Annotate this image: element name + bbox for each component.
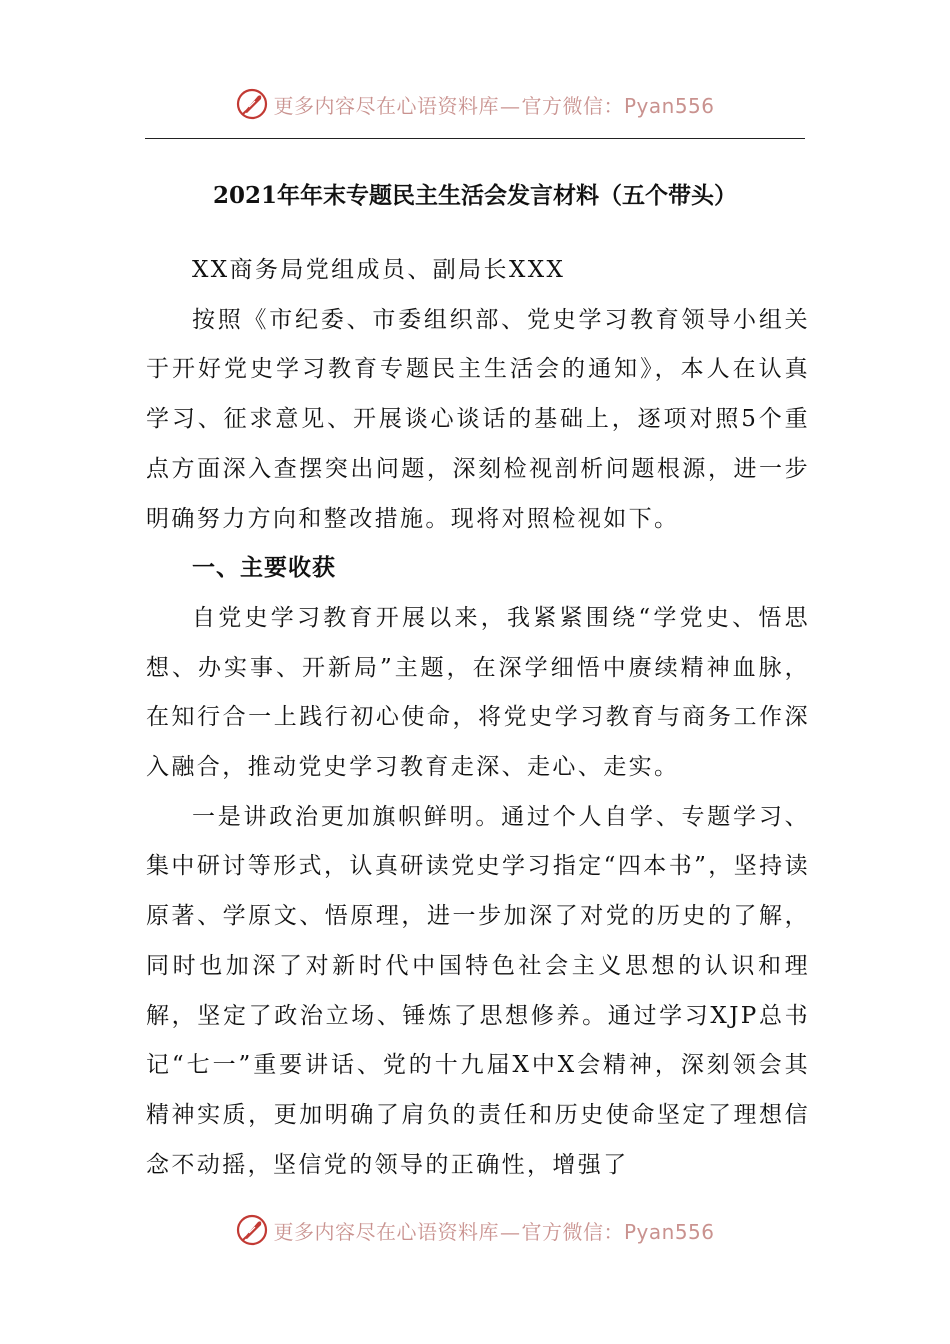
header-rule	[145, 138, 805, 139]
watermark-slogan: 更多内容尽在心语资料库	[273, 93, 499, 118]
watermark-contact: 官方微信：	[521, 93, 624, 118]
intro-paragraph: 按照《市纪委、市委组织部、党史学习教育领导小组关于开好党史学习教育专题民主生活会的通知》，本人在认真学习、征求意见、开展谈心谈话的基础上，逐项对照5个重点方面深入查摆突出问题，深刻检视剖析问题根源，进一步明确努力方向和整改措施。现将对照检视如下。	[146, 306, 810, 532]
section-heading: 一、主要收获	[192, 555, 336, 582]
watermark-banner-top	[0, 84, 950, 124]
watermark-banner-bottom	[0, 1210, 950, 1250]
section-paragraph: 自党史学习教育开展以来，我紧紧围绕“学党史、悟思想、办实事、开新局”主题，在深学细悟中赓续精神血脉，在知行合一上践行初心使命，将党史学习教育与商务工作深入融合，推动党史学习教育走深、走心、走实。	[146, 604, 810, 781]
watermark-separator: —	[499, 93, 521, 118]
watermark-brand: Pyan556	[623, 93, 715, 118]
watermark-brand: Pyan556	[623, 1219, 715, 1244]
document-title: 2021年年末专题民主生活会发言材料（五个带头）	[212, 182, 737, 209]
section-paragraph: 一是讲政治更加旗帜鲜明。通过个人自学、专题学习、集中研讨等形式，认真研读党史学习指定“四本书”，坚持读原著、学原文、悟原理，进一步加深了对党的历史的了解，同时也加深了对新时代中国特色社会主义思想的认识和理解，坚定了政治立场、锤炼了思想修养。通过学习XJP总书记“七一”重要讲话、党的十九届X中X会精神，深刻领会其精神实质，更加明确了肩负的责任和历史使命坚定了理想信念不动摇，坚信党的领导的正确性，增强了	[146, 803, 810, 1178]
quill-logo-icon	[235, 1213, 269, 1247]
watermark-separator: —	[499, 1219, 521, 1244]
watermark-contact: 官方微信：	[521, 1219, 624, 1244]
watermark-text	[273, 1216, 714, 1245]
document-body	[146, 246, 810, 1190]
watermark-text	[273, 90, 714, 119]
watermark-slogan: 更多内容尽在心语资料库	[273, 1219, 499, 1244]
author-line: XX商务局党组成员、副局长XXX	[192, 257, 566, 283]
quill-logo-icon	[235, 87, 269, 121]
